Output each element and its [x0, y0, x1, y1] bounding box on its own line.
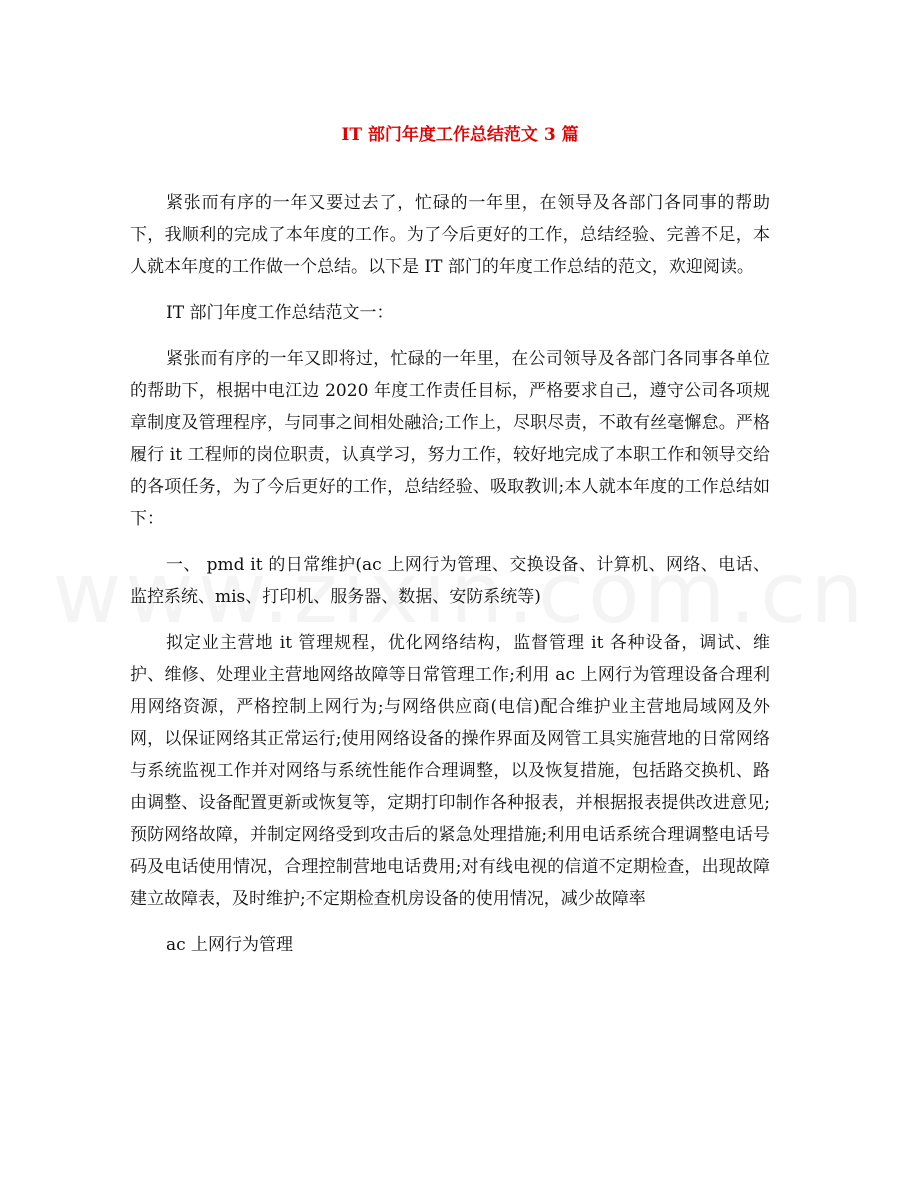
body-paragraph: 紧张而有序的一年又即将过，忙碌的一年里，在公司领导及各部门各同事各单位的帮助下，根据中电江边 2020 年度工作责任目标，严格要求自己，遵守公司各项规章制度及管理程序，与同事之间相处融洽;工作上，尽职尽责，不敢有丝毫懈怠。严格履行 it 工程师的岗位职责，认真学习，努力工作，较好地完成了本职工作和领导交给的各项任务，为了今后更好的工作，总结经验、吸取教训;本人就本年度的工作总结如下：: [130, 349, 770, 529]
document-body: [130, 187, 770, 975]
intro-paragraph: 紧张而有序的一年又要过去了，忙碌的一年里，在领导及各部门各同事的帮助下，我顺利的完成了本年度的工作。为了今后更好的工作，总结经验、完善不足，本人就本年度的工作做一个总结。以下是 IT 部门的年度工作总结的范文，欢迎阅读。: [130, 193, 770, 277]
section-heading: IT 部门年度工作总结范文一：: [166, 303, 394, 323]
document-title: IT 部门年度工作总结范文 3 篇: [341, 125, 579, 145]
body-paragraph: 拟定业主营地 it 管理规程，优化网络结构，监督管理 it 各种设备，调试、维护、维修、处理业主营地网络故障等日常管理工作;利用 ac 上网行为管理设备合理利用网络资源，严格控制上网行为;与网络供应商(电信)配合维护业主营地局域网及外网，以保证网络其正常运行;使用网络设备的操作界面及网管工具实施营地的日常网络与系统监视工作并对网络与系统性能作合理调整，以及恢复措施，包括路交换机、路由调整、设备配置更新或恢复等，定期打印制作各种报表，并根据报表提供改进意见;预防网络故障，并制定网络受到攻击后的紧急处理措施;利用电话系统合理调整电话号码及电话使用情况，合理控制营地电话费用;对有线电视的信道不定期检查，出现故障建立故障表，及时维护;不定期检查机房设备的使用情况，减少故障率: [130, 633, 770, 909]
list-item-heading: 一、 pmd it 的日常维护(ac 上网行为管理、交换设备、计算机、网络、电话、监控系统、mis、打印机、服务器、数据、安防系统等): [130, 555, 770, 607]
subheading: ac 上网行为管理: [166, 935, 294, 955]
